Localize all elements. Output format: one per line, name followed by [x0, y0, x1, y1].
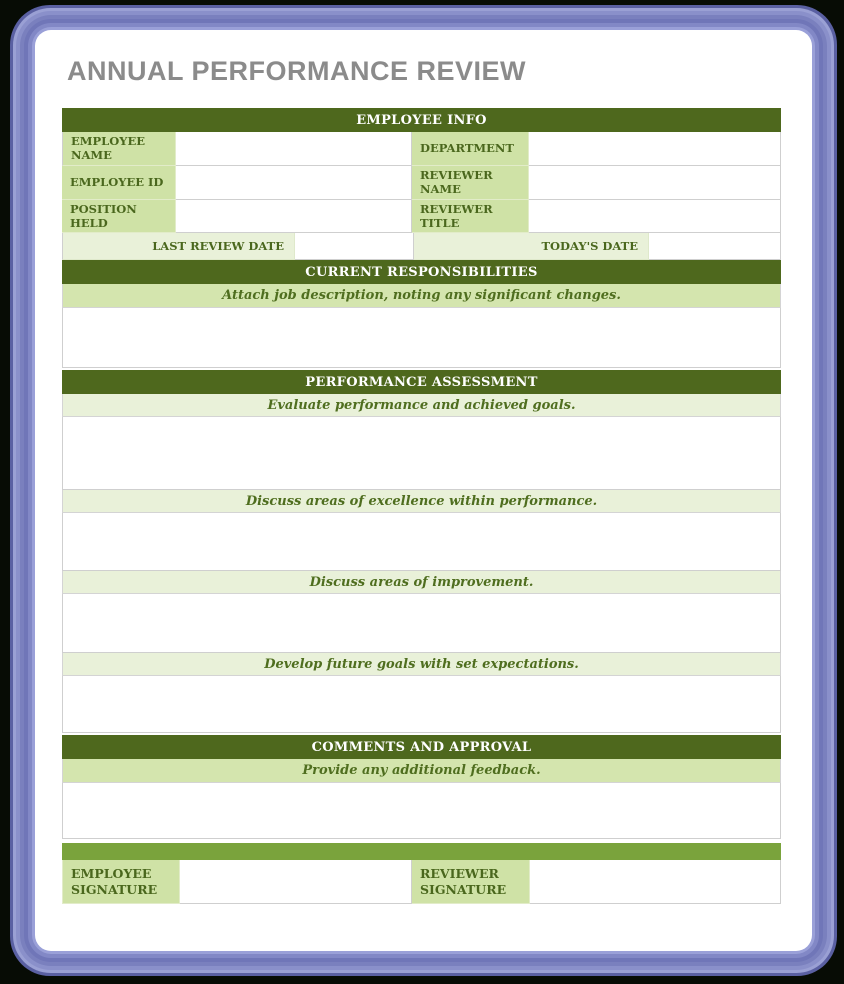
last-review-date-label: LAST REVIEW DATE	[62, 233, 295, 260]
reviewer-title-label: REVIEWER TITLE	[412, 200, 529, 234]
assessment-prompt-improvement: Discuss areas of improvement.	[62, 571, 781, 594]
comments-textarea[interactable]	[62, 783, 781, 839]
assessment-prompt-goals: Evaluate performance and achieved goals.	[62, 394, 781, 417]
comments-prompt: Provide any additional feedback.	[62, 759, 781, 783]
reviewer-name-label: REVIEWER NAME	[412, 166, 529, 200]
employee-signature-input[interactable]	[180, 860, 412, 904]
todays-date-input[interactable]	[649, 233, 781, 260]
assessment-excellence-textarea[interactable]	[62, 513, 781, 571]
assessment-prompt-future-goals: Develop future goals with set expectations.	[62, 653, 781, 676]
position-held-input[interactable]	[176, 200, 412, 234]
document-page	[35, 30, 812, 951]
employee-signature-label: EMPLOYEE SIGNATURE	[62, 860, 180, 904]
assessment-improvement-textarea[interactable]	[62, 594, 781, 653]
assessment-future-goals-textarea[interactable]	[62, 676, 781, 733]
reviewer-signature-input[interactable]	[530, 860, 781, 904]
signature-table	[62, 860, 781, 904]
current-responsibilities-header: CURRENT RESPONSIBILITIES	[62, 260, 781, 284]
employee-name-label: EMPLOYEE NAME	[62, 132, 176, 166]
department-label: DEPARTMENT	[412, 132, 529, 166]
employee-info-table	[62, 132, 781, 233]
reviewer-name-input[interactable]	[529, 166, 781, 200]
form-content	[62, 56, 781, 904]
assessment-prompt-excellence: Discuss areas of excellence within performance.	[62, 490, 781, 513]
reviewer-signature-label: REVIEWER SIGNATURE	[412, 860, 530, 904]
position-held-label: POSITION HELD	[62, 200, 176, 234]
signature-separator-bar	[62, 843, 781, 860]
last-review-date-input[interactable]	[295, 233, 414, 260]
page-title: ANNUAL PERFORMANCE REVIEW	[67, 56, 527, 86]
assessment-goals-textarea[interactable]	[62, 417, 781, 490]
employee-id-label: EMPLOYEE ID	[62, 166, 176, 200]
employee-info-header: EMPLOYEE INFO	[62, 108, 781, 132]
performance-assessment-header: PERFORMANCE ASSESSMENT	[62, 370, 781, 394]
reviewer-title-input[interactable]	[529, 200, 781, 234]
todays-date-label: TODAY'S DATE	[414, 233, 649, 260]
comments-approval-header: COMMENTS AND APPROVAL	[62, 735, 781, 759]
date-row	[62, 233, 781, 260]
employee-name-input[interactable]	[176, 132, 412, 166]
employee-id-input[interactable]	[176, 166, 412, 200]
department-input[interactable]	[529, 132, 781, 166]
responsibilities-prompt: Attach job description, noting any significant changes.	[62, 284, 781, 308]
responsibilities-textarea[interactable]	[62, 308, 781, 368]
